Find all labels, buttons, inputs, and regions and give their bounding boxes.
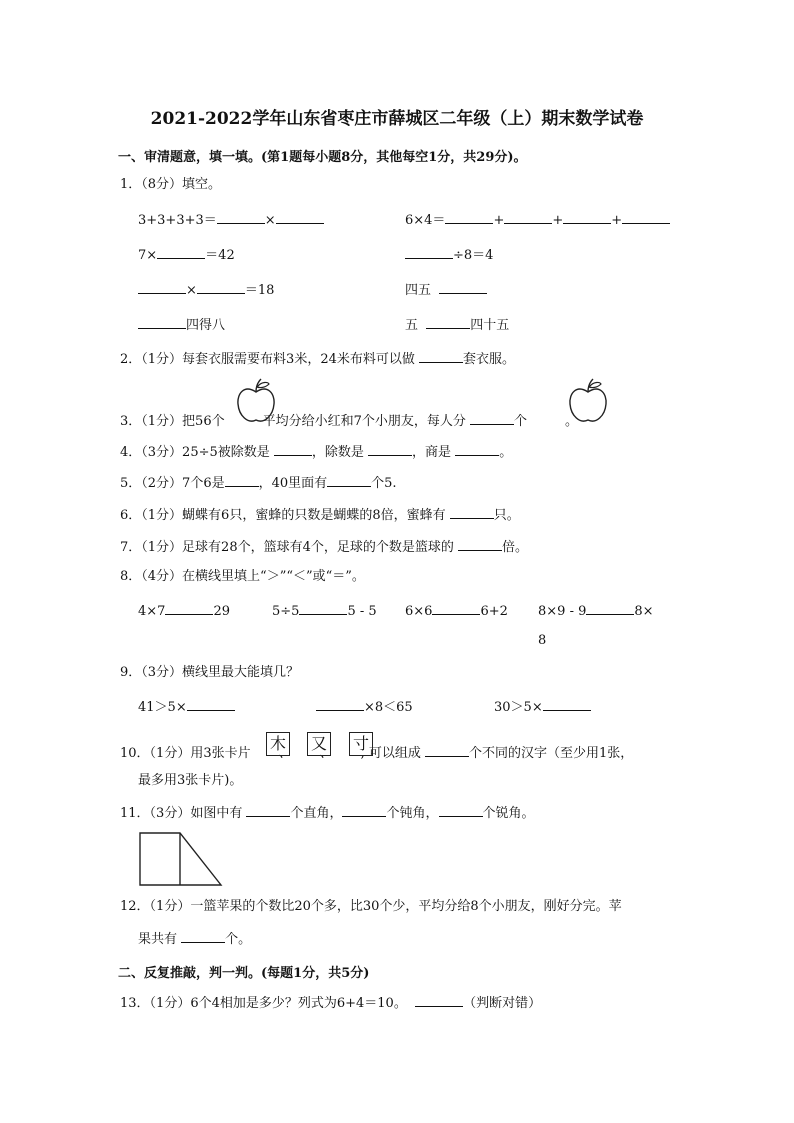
answer-blank[interactable] [419,350,463,363]
answer-blank[interactable] [165,602,213,615]
page-title: 2021-2022学年山东省枣庄市薛城区二年级（上）期末数学试卷 [150,109,644,129]
answer-blank[interactable] [181,930,225,943]
q8-expr-1: 4×7 29 [138,604,230,619]
card-cun: 寸 [349,732,373,756]
answer-blank[interactable] [543,698,591,711]
answer-blank[interactable] [299,602,347,615]
q8-expr-3: 6×6 6+2 [405,604,508,619]
q1-heading: 1．（8分）填空。 [120,177,222,192]
card-you: 又 [307,732,331,756]
answer-blank[interactable] [432,602,480,615]
apple-icon [568,378,608,426]
q1-d1: 四得八 [138,316,225,335]
answer-blank[interactable] [426,316,470,329]
answer-blank[interactable] [455,443,499,456]
answer-blank[interactable] [197,281,245,294]
q4: 4．（3分）25÷5被除数是 ，除数是 ，商是 。 [120,445,513,460]
answer-blank[interactable] [450,506,494,519]
answer-blank[interactable] [138,281,186,294]
q3: 3．（1分）把56个 平均分给小红和7个小朋友，每人分 个 。 [120,414,579,429]
answer-blank[interactable] [439,804,483,817]
answer-blank[interactable] [425,744,469,757]
q9-expr-1: 41＞5× [138,698,235,717]
card-mu: 木 [266,732,290,756]
q10-line1: 10．（1分）用3张卡片 、 、 , 可以组成 个不同的汉字（至少用1张， [120,746,634,761]
answer-blank[interactable] [342,804,386,817]
answer-blank[interactable] [439,281,487,294]
q2: 2．（1分）每套衣服需要布料3米，24米布料可以做 套衣服。 [120,352,516,367]
section-2-heading: 二、反复推敲，判一判。(每题1分，共5分) [118,966,370,981]
q1-a1: 3+3+3+3＝ × [138,211,324,230]
answer-blank[interactable] [470,412,514,425]
q1-d2: 五 四十五 [405,318,510,333]
q1-b2: ÷8＝4 [405,246,493,265]
q7: 7．（1分）足球有28个，篮球有4个，足球的个数是篮球的 倍。 [120,540,529,555]
q8-expr-2: 5÷5 5 - 5 [272,604,377,619]
answer-blank[interactable] [563,211,611,224]
q13: 13．（1分）6个4相加是多少？列式为6+4＝10。 （判断对错） [120,996,542,1011]
answer-blank[interactable] [458,538,502,551]
q9-expr-3: 30＞5× [494,698,591,717]
answer-blank[interactable] [246,804,290,817]
answer-blank[interactable] [187,698,235,711]
q9-heading: 9．（3分）横线里最大能填几？ [120,665,300,680]
apple-icon [236,378,276,426]
answer-blank[interactable] [316,698,364,711]
q1-c1: × ＝18 [138,281,274,300]
q8-expr-4: 8×9 - 9 8× [538,604,654,619]
q8-expr-4-wrap: 8 [538,633,547,648]
trapezoid-figure [139,832,223,886]
q12-line2: 果共有 个。 [138,932,252,947]
q1-a2: 6×4＝ + + + [405,211,670,230]
answer-blank[interactable] [405,246,453,259]
q10-line2: 最多用3张卡片)。 [138,773,243,788]
answer-blank[interactable] [622,211,670,224]
answer-blank[interactable] [274,443,312,456]
answer-blank[interactable] [138,316,186,329]
q1-c2: 四五 [405,281,487,300]
q6: 6．（1分）蝴蝶有6只，蜜蜂的只数是蝴蝶的8倍，蜜蜂有 只。 [120,508,520,523]
answer-blank[interactable] [445,211,493,224]
answer-blank[interactable] [157,246,205,259]
answer-blank[interactable] [415,994,463,1007]
answer-blank[interactable] [586,602,634,615]
q5: 5．（2分）7个6是 ，40里面有 个5. [120,476,397,491]
answer-blank[interactable] [217,211,265,224]
answer-blank[interactable] [327,474,371,487]
q8-heading: 8．（4分）在横线里填上“＞”“＜”或“＝”。 [120,569,365,584]
q12-line1: 12．（1分）一篮苹果的个数比20个多，比30个少，平均分给8个小朋友，刚好分完。苹 [120,899,622,914]
answer-blank[interactable] [368,443,412,456]
answer-blank[interactable] [276,211,324,224]
q1-b1: 7× ＝42 [138,248,235,263]
q9-expr-2: ×8＜65 [316,698,413,717]
answer-blank[interactable] [504,211,552,224]
q11: 11．（3分）如图中有 个直角， 个钝角， 个锐角。 [120,806,535,821]
section-1-heading: 一、审清题意，填一填。(第1题每小题8分，其他每空1分，共29分)。 [118,150,527,165]
answer-blank[interactable] [225,474,259,487]
